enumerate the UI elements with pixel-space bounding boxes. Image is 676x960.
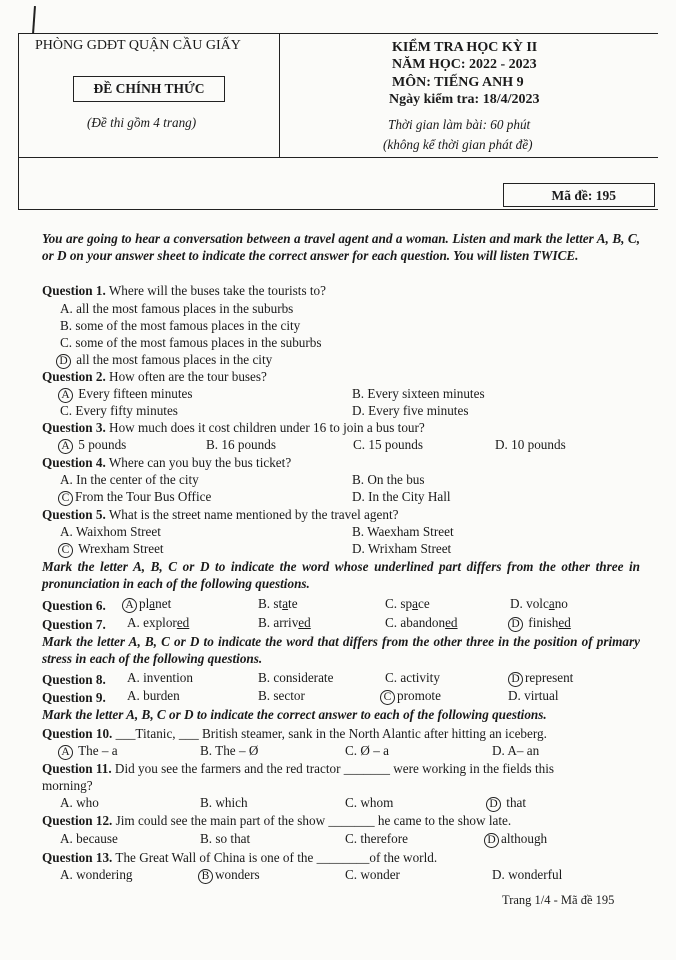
corner-mark bbox=[32, 6, 36, 34]
q12-option-d[interactable] bbox=[484, 831, 547, 848]
header-top-line bbox=[18, 33, 658, 34]
q12-option-b[interactable]: B. so that bbox=[200, 831, 251, 846]
question-10 bbox=[42, 726, 547, 742]
circled-answer-mark: A bbox=[122, 598, 137, 613]
question-label: Question 2. bbox=[42, 369, 106, 384]
question-label: Question 10. bbox=[42, 726, 113, 741]
q5-option-a[interactable]: A. Waixhom Street bbox=[60, 524, 161, 539]
question-text: Where will the buses take the tourists to? bbox=[108, 283, 326, 298]
word-part: no bbox=[554, 596, 568, 611]
question-label: Question 11. bbox=[42, 761, 112, 776]
q9-option-d[interactable]: D. virtual bbox=[508, 688, 559, 703]
word-part: B. st bbox=[258, 596, 283, 611]
q8-option-d[interactable] bbox=[508, 670, 573, 687]
header-left-border bbox=[18, 33, 19, 210]
underlined-part: ed bbox=[558, 615, 571, 630]
word-part: ce bbox=[417, 596, 430, 611]
q1-option-d[interactable] bbox=[56, 352, 272, 369]
circled-answer-mark: D bbox=[486, 797, 501, 812]
q10-option-c[interactable]: C. Ø – a bbox=[345, 743, 389, 758]
page-footer: Trang 1/4 - Mã đề 195 bbox=[502, 893, 615, 907]
option-text: Every fifteen minutes bbox=[78, 386, 193, 401]
q10-option-b[interactable]: B. The – Ø bbox=[200, 743, 259, 758]
q1-option-c[interactable]: C. some of the most famous places in the suburbs bbox=[60, 335, 322, 350]
q3-option-c[interactable]: C. 15 pounds bbox=[353, 437, 423, 452]
q2-option-b[interactable]: B. Every sixteen minutes bbox=[352, 386, 485, 401]
circled-answer-mark: C bbox=[58, 543, 73, 558]
q7-option-c[interactable] bbox=[385, 615, 458, 631]
word-part: D. volc bbox=[510, 596, 549, 611]
q6-option-c[interactable] bbox=[385, 596, 430, 612]
q13-option-b[interactable] bbox=[198, 867, 260, 884]
q9-option-a[interactable]: A. burden bbox=[127, 688, 180, 703]
question-label: Question 5. bbox=[42, 507, 106, 522]
section4-instruction: Mark the letter A, B, C or D to indicate the correct answer to each of the following questions. bbox=[42, 707, 547, 722]
q8-option-a[interactable]: A. invention bbox=[127, 670, 193, 685]
option-text: 5 pounds bbox=[78, 437, 127, 452]
q4-option-b[interactable]: B. On the bus bbox=[352, 472, 425, 487]
word-part: B. arriv bbox=[258, 615, 299, 630]
q11-option-d[interactable] bbox=[486, 795, 526, 812]
pages-note: (Đề thi gồm 4 trang) bbox=[87, 115, 197, 130]
duration: Thời gian làm bài: 60 phút bbox=[388, 117, 531, 132]
q13-option-d[interactable]: D. wonderful bbox=[492, 867, 563, 882]
q4-option-d[interactable]: D. In the City Hall bbox=[352, 489, 451, 504]
question-text: How often are the tour buses? bbox=[109, 369, 267, 384]
word-part: pl bbox=[139, 596, 150, 611]
q2-option-c[interactable]: C. Every fifty minutes bbox=[60, 403, 178, 418]
option-text: Wrexham Street bbox=[78, 541, 164, 556]
q9-option-b[interactable]: B. sector bbox=[258, 688, 305, 703]
duration-note: (không kể thời gian phát đề) bbox=[383, 137, 533, 152]
q1-option-a[interactable]: A. all the most famous places in the suburbs bbox=[60, 301, 294, 316]
q2-option-a[interactable] bbox=[58, 386, 193, 403]
q12-option-a[interactable]: A. because bbox=[60, 831, 118, 846]
q8-option-c[interactable]: C. activity bbox=[385, 670, 440, 685]
q8-option-b[interactable]: B. considerate bbox=[258, 670, 334, 685]
subject: MÔN: TIẾNG ANH 9 bbox=[392, 75, 524, 90]
option-text: promote bbox=[397, 688, 441, 703]
circled-answer-mark: B bbox=[198, 869, 213, 884]
option-text: From the Tour Bus Office bbox=[75, 489, 212, 504]
dept-name: PHÒNG GDĐT QUẬN CẦU GIẤY bbox=[35, 38, 241, 53]
circled-answer-mark: A bbox=[58, 388, 73, 403]
question-3 bbox=[42, 420, 425, 436]
option-text: wonders bbox=[215, 867, 260, 882]
word-part: C. abandon bbox=[385, 615, 446, 630]
q1-option-b[interactable]: B. some of the most famous places in the city bbox=[60, 318, 301, 333]
question-text: The Great Wall of China is one of the ________of the world. bbox=[115, 850, 438, 865]
question-4 bbox=[42, 455, 291, 471]
question-text: Where can you buy the bus ticket? bbox=[108, 455, 292, 470]
question-label: Question 4. bbox=[42, 455, 106, 470]
q3-option-a[interactable] bbox=[58, 437, 126, 454]
q10-option-a[interactable] bbox=[58, 743, 118, 760]
header-bottom-line bbox=[18, 209, 658, 210]
underlined-part: a bbox=[548, 596, 555, 611]
word-part: C. sp bbox=[385, 596, 413, 611]
underlined-part: ed bbox=[176, 615, 190, 630]
q11-option-c[interactable]: C. whom bbox=[345, 795, 394, 810]
question-11 bbox=[42, 761, 554, 777]
question-5 bbox=[42, 507, 398, 523]
q6-option-b[interactable] bbox=[258, 596, 298, 612]
section1-instruction: You are going to hear a conversation between a travel agent and a woman. Listen and mark the letter A, B, C, or D on your answer sheet to indicate the correct answer for each question. You will listen TWICE. bbox=[42, 231, 640, 263]
option-text: although bbox=[501, 831, 548, 846]
question-label: Question 1. bbox=[42, 283, 106, 298]
question-text: ___Titanic, ___ British steamer, sank in the North Alantic after hitting an iceberg. bbox=[115, 726, 547, 741]
q6-option-a[interactable] bbox=[122, 596, 171, 613]
section3-instruction: Mark the letter A, B, C or D to indicate the word that differs from the other three in the position of primary stress in each of the following questions. bbox=[42, 634, 640, 666]
question-label: Question 13. bbox=[42, 850, 113, 865]
question-text: Jim could see the main part of the show _______ he came to the show late. bbox=[115, 813, 512, 828]
underlined-part: ed bbox=[445, 615, 458, 630]
school-year: NĂM HỌC: 2022 - 2023 bbox=[392, 57, 537, 72]
q5-option-d[interactable]: D. Wrixham Street bbox=[352, 541, 452, 556]
q7-option-b[interactable] bbox=[258, 615, 311, 631]
circled-answer-mark: D bbox=[484, 833, 499, 848]
question-text: What is the street name mentioned by the travel agent? bbox=[108, 507, 399, 522]
section2-instruction: Mark the letter A, B, C or D to indicate the word whose underlined part differs from the other three in pronunciation in each of the following questions. bbox=[42, 559, 640, 591]
question-text: Did you see the farmers and the red tractor _______ were working in the fields this bbox=[114, 761, 555, 776]
underlined-part: a bbox=[282, 596, 289, 611]
question-1 bbox=[42, 283, 326, 299]
underlined-part: a bbox=[149, 596, 156, 611]
q7-option-a[interactable] bbox=[127, 615, 189, 631]
word-part: te bbox=[288, 596, 298, 611]
question-13 bbox=[42, 850, 437, 866]
question-text: How much does it cost children under 16 to join a bus tour? bbox=[109, 420, 425, 435]
q4-option-a[interactable]: A. In the center of the city bbox=[60, 472, 199, 487]
circled-answer-mark: C bbox=[380, 690, 395, 705]
header-mid-divider bbox=[279, 33, 280, 157]
word-part: finish bbox=[528, 615, 559, 630]
question-9-label: Question 9. bbox=[42, 690, 106, 705]
q10-option-d[interactable]: D. A– an bbox=[492, 743, 540, 758]
question-8-label: Question 8. bbox=[42, 672, 106, 687]
q3-option-d[interactable]: D. 10 pounds bbox=[495, 437, 566, 452]
q5-option-c[interactable] bbox=[58, 541, 164, 558]
q5-option-b[interactable]: B. Waexham Street bbox=[352, 524, 454, 539]
q11-option-b[interactable]: B. which bbox=[200, 795, 248, 810]
exam-code-box: Mã đề: 195 bbox=[503, 183, 655, 207]
underlined-part: a bbox=[412, 596, 418, 611]
exam-date: Ngày kiểm tra: 18/4/2023 bbox=[389, 92, 540, 107]
circled-answer-mark: C bbox=[58, 491, 73, 506]
q13-option-a[interactable]: A. wondering bbox=[60, 867, 133, 882]
option-text: that bbox=[506, 795, 527, 810]
exam-title: KIỂM TRA HỌC KỲ II bbox=[392, 40, 538, 55]
question-6-label: Question 6. bbox=[42, 598, 106, 613]
circled-answer-mark: A bbox=[58, 745, 73, 760]
circled-answer-mark: D bbox=[56, 354, 71, 369]
header-row-line bbox=[18, 157, 658, 158]
q13-option-c[interactable]: C. wonder bbox=[345, 867, 400, 882]
q6-option-d[interactable] bbox=[510, 596, 568, 612]
circled-answer-mark: D bbox=[508, 617, 523, 632]
q4-option-c[interactable] bbox=[58, 489, 211, 506]
q2-option-d[interactable]: D. Every five minutes bbox=[352, 403, 469, 418]
q3-option-b[interactable]: B. 16 pounds bbox=[206, 437, 276, 452]
question-7-label: Question 7. bbox=[42, 617, 106, 632]
circled-answer-mark: D bbox=[508, 672, 523, 687]
circled-answer-mark: A bbox=[58, 439, 73, 454]
option-text: all the most famous places in the city bbox=[76, 352, 273, 367]
question-12 bbox=[42, 813, 511, 829]
word-part: A. explor bbox=[127, 615, 177, 630]
underlined-part: ed bbox=[298, 615, 311, 630]
question-label: Question 3. bbox=[42, 420, 106, 435]
q7-option-d[interactable] bbox=[508, 615, 571, 632]
q11-option-a[interactable]: A. who bbox=[60, 795, 99, 810]
question-2 bbox=[42, 369, 267, 385]
question-11-continued: morning? bbox=[42, 778, 93, 793]
question-label: Question 12. bbox=[42, 813, 113, 828]
option-text: represent bbox=[525, 670, 574, 685]
q12-option-c[interactable]: C. therefore bbox=[345, 831, 408, 846]
option-text: The – a bbox=[78, 743, 118, 758]
q9-option-c[interactable] bbox=[380, 688, 441, 705]
word-part: net bbox=[155, 596, 172, 611]
official-badge: ĐỀ CHÍNH THỨC bbox=[73, 76, 225, 102]
